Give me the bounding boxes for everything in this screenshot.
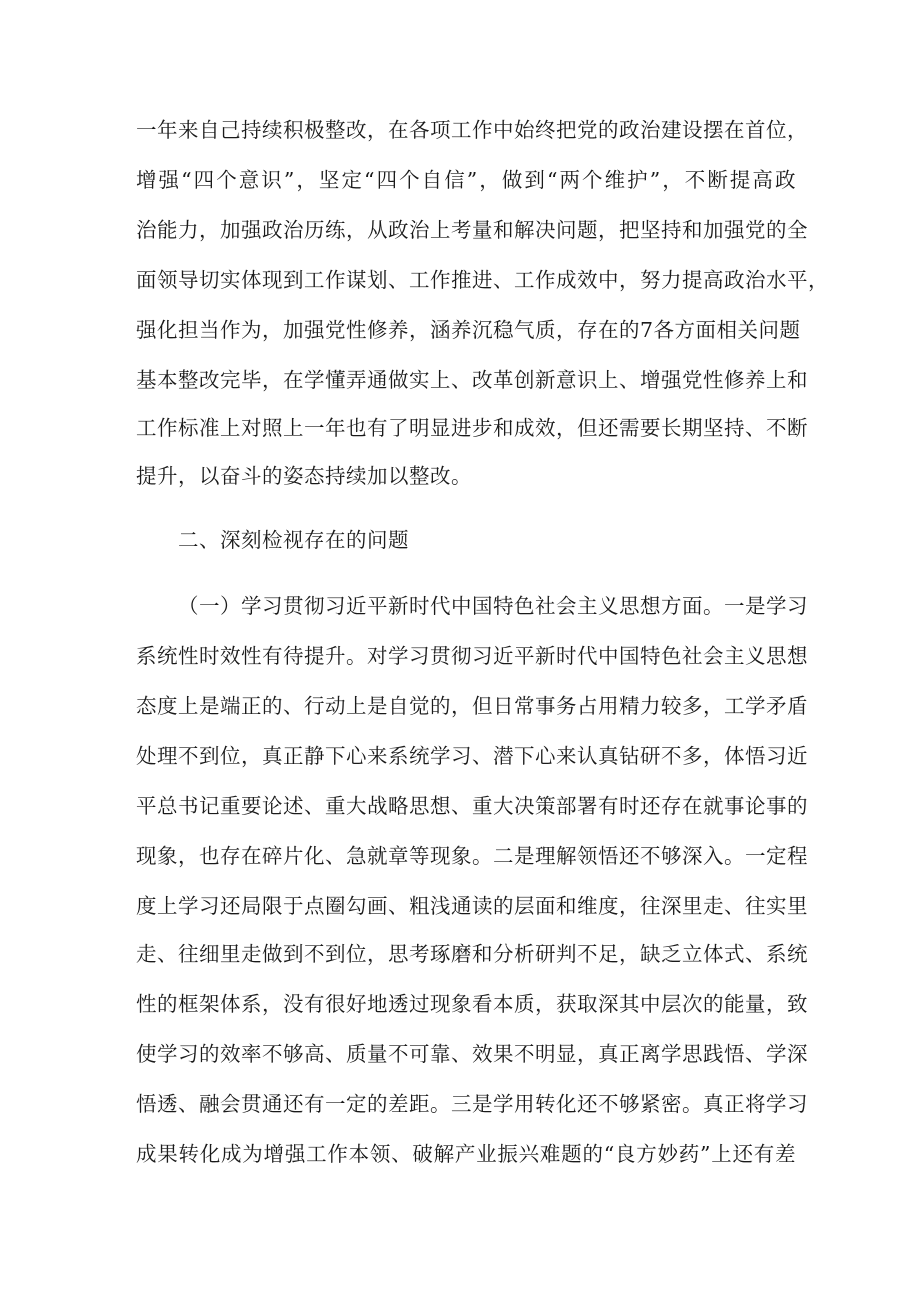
paragraph-line: 现象，也存在碎片化、急就章等现象。二是理解领悟还不够深入。一定程 [136,844,808,868]
paragraph-line: 工作标准上对照上一年也有了明显进步和成效，但还需要长期坚持、不断 [136,416,808,440]
paragraph-line: 系统性时效性有待提升。对学习贯彻习近平新时代中国特色社会主义思想 [136,644,808,668]
paragraph-line: 治能力，加强政治历练，从政治上考量和解决问题，把坚持和加强党的全 [136,218,808,242]
paragraph-line: 一年来自己持续积极整改，在各项工作中始终把党的政治建设摆在首位， [136,118,808,142]
paragraph-line: 处理不到位，真正静下心来系统学习、潜下心来认真钻研不多，体悟习近 [136,744,808,768]
paragraph-line: 悟透、融会贯通还有一定的差距。三是学用转化还不够紧密。真正将学习 [136,1092,808,1116]
paragraph-line: 面领导切实体现到工作谋划、工作推进、工作成效中，努力提高政治水平， [136,268,829,292]
paragraph-line: 度上学习还局限于点圈勾画、粗浅通读的层面和维度，往深里走、往实里 [136,894,808,918]
section-heading: 二、深刻检视存在的问题 [178,528,409,552]
paragraph-line: 增强“四个意识”，坚定“四个自信”，做到“两个维护”，不断提高政 [136,168,796,192]
paragraph-line: 成果转化成为增强工作本领、破解产业振兴难题的“良方妙药”上还有差 [136,1142,796,1166]
paragraph-line: 性的框架体系，没有很好地透过现象看本质，获取深其中层次的能量，致 [136,992,808,1016]
paragraph-line: 态度上是端正的、行动上是自觉的，但日常事务占用精力较多，工学矛盾 [136,694,808,718]
paragraph-line: 使学习的效率不够高、质量不可靠、效果不明显，真正离学思践悟、学深 [136,1042,808,1066]
paragraph-line: 强化担当作为，加强党性修养，涵养沉稳气质，存在的7各方面相关问题 [136,318,801,342]
paragraph-line: 基本整改完毕，在学懂弄通做实上、改革创新意识上、增强党性修养上和 [136,368,808,392]
paragraph-line: 走、往细里走做到不到位，思考琢磨和分析研判不足，缺乏立体式、系统 [136,942,808,966]
paragraph-line: 提升，以奋斗的姿态持续加以整改。 [136,464,472,488]
paragraph-line: （一）学习贯彻习近平新时代中国特色社会主义思想方面。一是学习 [178,594,808,618]
paragraph-line: 平总书记重要论述、重大战略思想、重大决策部署有时还存在就事论事的 [136,794,808,818]
